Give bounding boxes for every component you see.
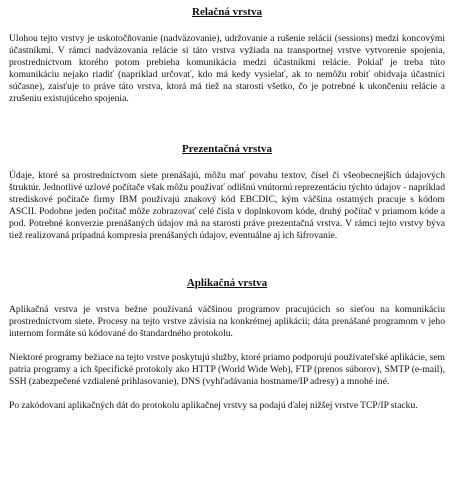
section-heading: Relačná vrstva	[192, 6, 262, 18]
section-paragraph: Po zakódovaní aplikačných dát do protokolu aplikačnej vrstvy sa podajú ďalej nižšej vrstve TCP/IP stacku.	[9, 400, 418, 411]
section-relacna-vrstva	[9, 6, 445, 105]
section-heading: Prezentačná vrstva	[182, 143, 272, 155]
section-aplikacna-vrstva	[9, 277, 445, 412]
section-heading: Aplikačná vrstva	[186, 277, 268, 289]
section-prezentacna-vrstva	[9, 143, 445, 242]
section-paragraph: Aplikačná vrstva je vrstva bežne používaná väčšinou programov pracujúcich so sieťou na komunikáciu prostredníctvom siete. Procesy na tejto vrstve závisia na konkrétnej aplikácii; dáta prenášané programom v jeho internom formáte sú kódované do štandardného protokolu.	[9, 304, 445, 339]
section-paragraph: Ulohou tejto vrstvy je uskotočňovanie (nadväzovanie), udržovanie a rušenie relácií (sessions) medzi koncovými účastníkmi. V rámci nadväzovania relácie si táto vrstva vyžiada na transportnej vrstve vytvorenie spojenia, prostredníctvom ktorého potom prebieha komunikácia medzi účastníkmi relácie. Pokiaľ je treba túto komunikáciu nejako riadiť (napríklad určovať, kdo má kedy vysielať, ak to nemôžu robiť obidvaja účastníci súčasne), zaisťuje to práve táto vrstva, ktorá má tiež na starosti všetko, čo je potrebné k ukončeniu relácie a zrušeniu existujúceho spojenia.	[9, 33, 445, 104]
section-paragraph: Údaje, ktoré sa prostredníctvom siete prenášajú, môžu mať povahu textov, čísel či všeobecnejších údajových štruktúr. Jednotlivé uzlové počítače však môžu používať odlišnú vnútornú reprezentáciu týchto údajov - napríklad strediskové počítače firmy IBM používajú znakový kód EBCDIC, kým väčšina ostatných pracuje s kódom ASCII. Podobne jeden počítač môže zobrazovať celé čísla v doplnkovom kóde, druhý počítač v priamom kóde a pod. Potrebné konverzie prenášaných údajov má na starosti práve prezentačná vrstva. V rámci tejto vrstvy býva tiež realizovaná prípadná kompresia prenášaných údajov, eventuálne aj ich šifrovanie.	[9, 170, 445, 241]
section-paragraph: Niektoré programy bežiace na tejto vrstve poskytujú služby, ktoré priamo podporujú používateľské aplikácie, sem patria programy a ich špecifické protokoly ako HTTP (World Wide Web), FTP (prenos súborov), SMTP (e-mail), SSH (zabezpečené vzdialené prihlasovanie), DNS (vyhľadávania hostname/IP adresy) a mnohé iné.	[9, 352, 445, 387]
